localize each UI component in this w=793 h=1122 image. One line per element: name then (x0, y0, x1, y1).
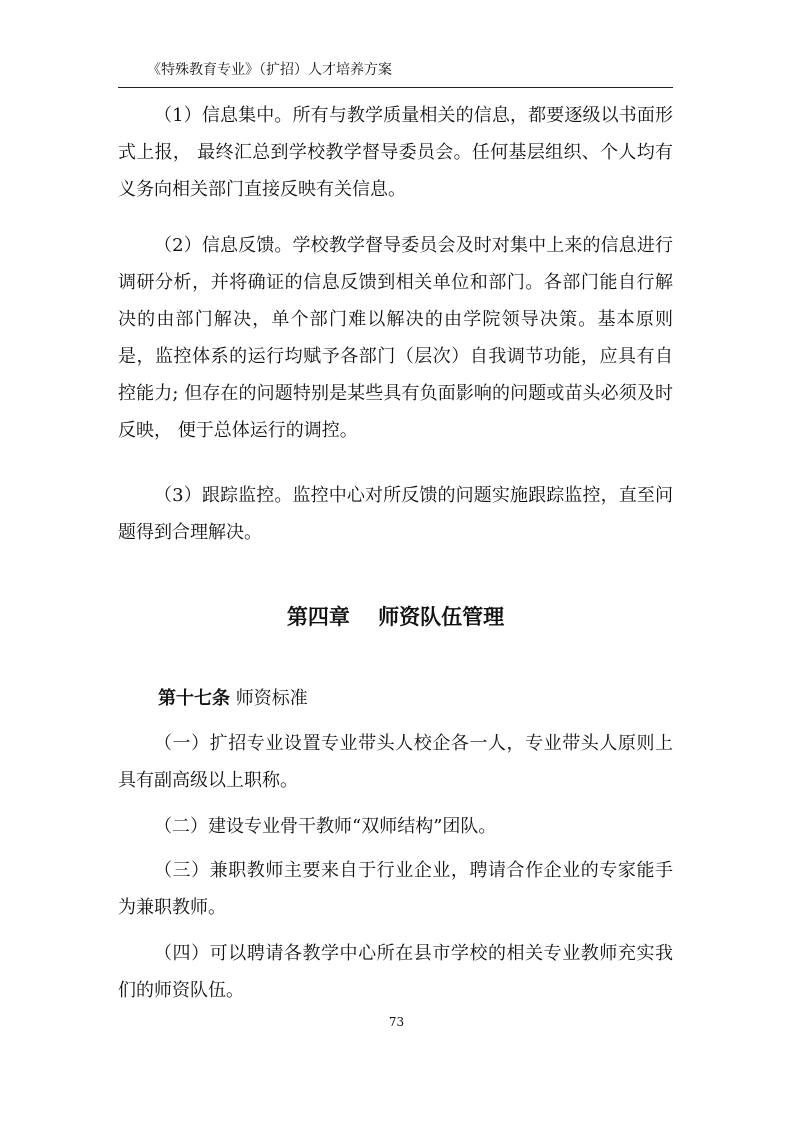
running-header: 《特殊教育专业》（扩招）人才培养方案 (147, 62, 392, 78)
chapter-heading: 第四章 师资队伍管理 (286, 604, 505, 629)
paragraph-tracking-monitoring: （3）跟踪监控。监控中心对所反馈的问题实施跟踪监控，直至问题得到合理解决。 (118, 485, 673, 543)
article-title: 师资标准 (235, 688, 308, 709)
list-item-core-teachers: （二）建设专业骨干教师“双师结构”团队。 (154, 816, 497, 837)
paragraph-information-collection: （1）信息集中。所有与教学质量相关的信息，都要逐级以书面形式上报， 最终汇总到学校教学督导委员会。任何基层组织、个人均有义务向相关部门直接反映有关信息。 (118, 105, 673, 200)
article-heading (158, 680, 308, 717)
list-item-leader: （一）扩招专业设置专业带头人校企各一人，专业带头人原则上具有副高级以上职称。 (118, 733, 673, 791)
article-number: 第十七条 (158, 688, 230, 709)
page-number: 73 (388, 1015, 405, 1029)
header-divider (118, 87, 673, 88)
list-item-part-time-teachers: （三）兼职教师主要来自于行业企业，聘请合作企业的专家能手为兼职教师。 (118, 860, 673, 918)
list-item-local-teachers: （四）可以聘请各教学中心所在县市学校的相关专业教师充实我们的师资队伍。 (118, 943, 673, 1001)
paragraph-information-feedback: （2）信息反馈。学校教学督导委员会及时对集中上来的信息进行调研分析，并将确证的信息反馈到相关单位和部门。各部门能自行解决的由部门解决，单个部门难以解决的由学院领导决策。基本原则是，监控体系的运行均赋予各部门（层次）自我调节功能，应具有自控能力; 但存在的问题特别是某些具有负面影响的问题或苗头必须及时反映， 便于总体运行的调控。 (118, 235, 673, 441)
